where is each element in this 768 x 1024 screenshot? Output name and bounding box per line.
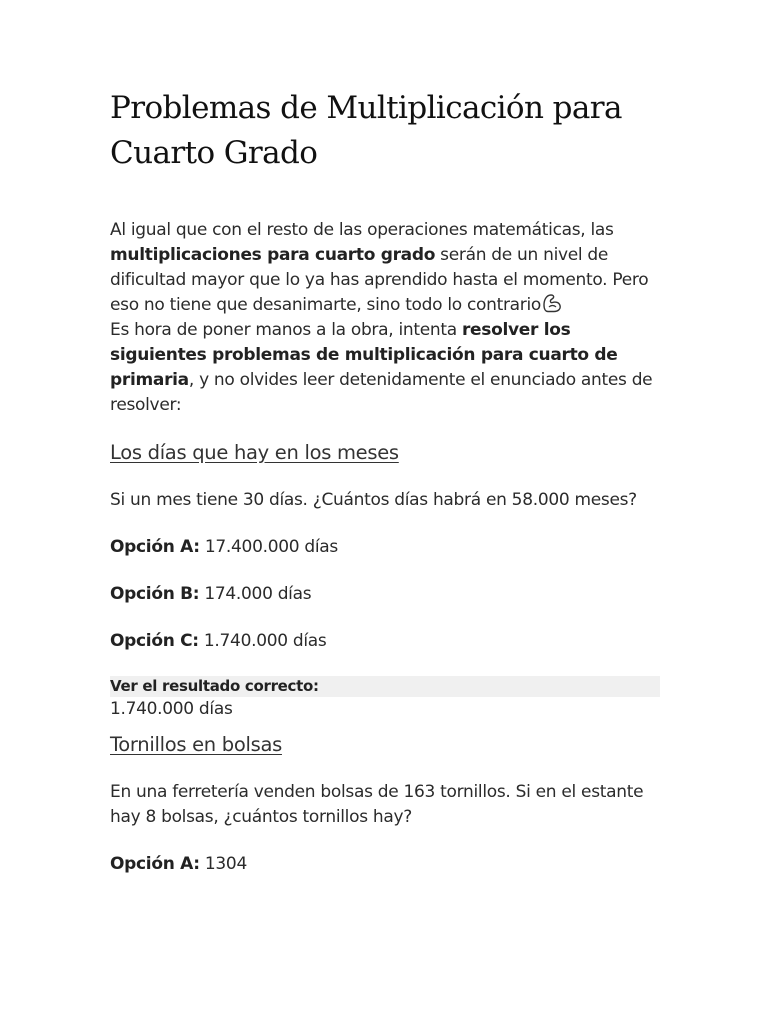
problem-question: En una ferretería venden bolsas de 163 tornillos. Si en el estante hay 8 bolsas, ¿cuántos tornillos hay? [110,782,644,827]
option-label: Opción A: [110,537,200,557]
option-label: Opción B: [110,584,200,604]
problem-question: Si un mes tiene 30 días. ¿Cuántos días habrá en 58.000 meses? [110,490,637,510]
option-label: Opción C: [110,631,199,651]
page-title: Problemas de Multiplicación para Cuarto Grado [110,90,622,171]
intro-text: Es hora de poner manos a la obra, intenta [110,320,462,340]
option-value: 1.740.000 días [198,631,327,651]
intro-bold-text: resolver los siguientes problemas de multiplicación para cuarto de primaria [110,320,618,390]
intro-text: Al igual que con el resto de las operaciones matemáticas, las [110,220,614,240]
option-a [110,535,660,560]
reveal-answer-toggle[interactable]: Ver el resultado correcto: [110,676,660,697]
option-a [110,852,660,877]
option-value: 174.000 días [199,584,312,604]
option-value: 1304 [199,854,247,874]
option-value: 17.400.000 días [199,537,338,557]
intro-text: serán de un nivel de dificultad mayor que lo ya has aprendido hasta el momento. Pero eso no tiene que desanimarte, sino todo lo contrario [110,245,649,315]
intro-paragraph [110,218,660,418]
section-heading-dias-meses[interactable]: Los días que hay en los meses [110,441,399,464]
intro-text: , y no olvides leer detenidamente el enunciado antes de resolver: [110,370,653,415]
section-heading-tornillos[interactable]: Tornillos en bolsas [110,733,282,756]
intro-bold-text: multiplicaciones para cuarto grado [110,245,436,265]
correct-answer: 1.740.000 días [110,699,233,719]
article [110,86,660,877]
option-b [110,582,660,607]
option-c [110,629,660,654]
option-label: Opción A: [110,854,200,874]
flexed-biceps-icon [541,293,563,313]
answer-reveal [110,676,660,722]
